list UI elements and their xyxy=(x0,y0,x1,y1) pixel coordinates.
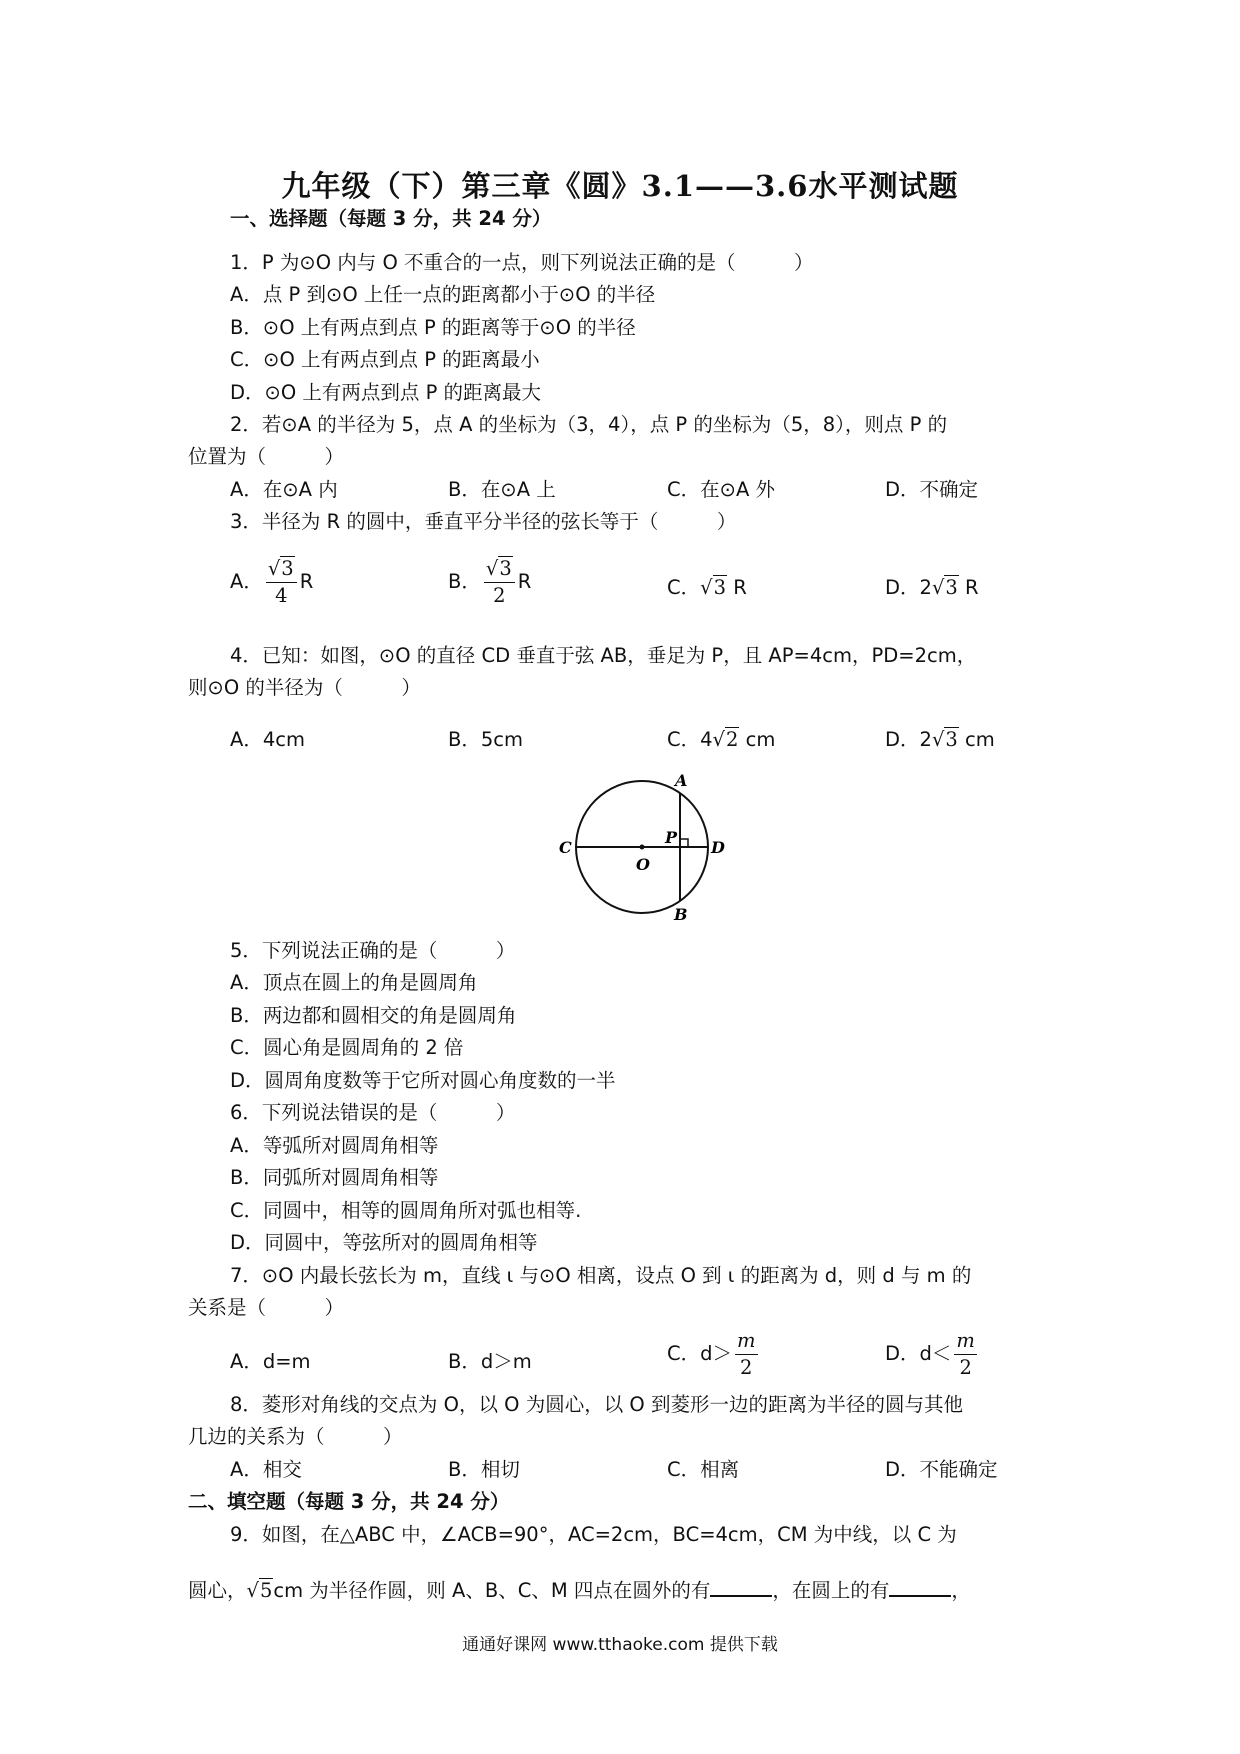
q4-stem-line2: 则⊙O 的半径为（ ） xyxy=(188,676,421,699)
q8-stem-line1: 8．菱形对角线的交点为 O，以 O 为圆心，以 O 到菱形一边的距离为半径的圆与其他 xyxy=(230,1393,963,1416)
label-a: A xyxy=(675,771,688,790)
q3-option-d: D．2√3 R xyxy=(885,576,979,599)
q8-option-a: A．相交 xyxy=(230,1458,302,1481)
q4-option-d: D．2√3 cm xyxy=(885,728,995,751)
q5-stem: 5．下列说法正确的是（ ） xyxy=(230,939,516,962)
label-d: D xyxy=(711,838,725,857)
q2-option-c: C．在⊙A 外 xyxy=(667,478,775,501)
q4-option-c-radicand: 2 xyxy=(725,728,739,751)
label-p: P xyxy=(665,828,678,847)
q8-option-b: B．相切 xyxy=(448,1458,520,1481)
q9-stem-line1: 9．如图，在△ABC 中，∠ACB=90°，AC=2cm，BC=4cm，CM 为中线，以 C 为 xyxy=(230,1523,957,1546)
q6-option-d: D．同圆中，等弦所对的圆周角相等 xyxy=(230,1231,538,1254)
q1-option-c: C．⊙O 上有两点到点 P 的距离最小 xyxy=(230,348,540,371)
q3-option-a-radicand: 3 xyxy=(281,557,294,580)
q2-stem-line2: 位置为（ ） xyxy=(188,445,345,468)
q3-option-c-label: C． xyxy=(667,576,701,599)
q3-option-d-radicand: 3 xyxy=(945,576,958,599)
q9-end: ， xyxy=(951,1579,971,1602)
page-title: 九年级（下）第三章《圆》3.1——3.6水平测试题 xyxy=(281,169,959,203)
q3-option-a xyxy=(230,556,313,609)
section-fill-heading: 二、填空题（每题 3 分，共 24 分） xyxy=(188,1490,510,1513)
section-choice-heading: 一、选择题（每题 3 分，共 24 分） xyxy=(230,207,552,230)
q1-option-d: D．⊙O 上有两点到点 P 的距离最大 xyxy=(230,381,542,404)
q3-option-b-label: B． xyxy=(448,570,481,593)
q9-radicand: 5 xyxy=(259,1579,273,1602)
q7-option-c xyxy=(667,1328,761,1381)
q4-circle-figure xyxy=(555,768,735,928)
q4-option-c: C．4√2 cm xyxy=(667,728,776,751)
q4-option-b: B．5cm xyxy=(448,728,524,751)
q5-option-b: B．两边都和圆相交的角是圆周角 xyxy=(230,1004,517,1027)
q7-stem-line2: 关系是（ ） xyxy=(188,1296,345,1319)
q6-option-b: B．同弧所对圆周角相等 xyxy=(230,1166,439,1189)
center-point-o xyxy=(640,845,645,850)
q3-option-a-unit: R xyxy=(299,570,314,593)
q7-option-b: B．d＞m xyxy=(448,1350,532,1373)
label-c: C xyxy=(559,838,572,857)
q4-option-c-coef: 4 xyxy=(700,728,713,751)
q8-option-c: C．相离 xyxy=(667,1458,740,1481)
q9-pre: 圆心， xyxy=(188,1579,247,1602)
q3-option-b xyxy=(448,556,531,609)
q4-option-d-unit: cm xyxy=(965,728,995,751)
q4-option-a: A．4cm xyxy=(230,728,305,751)
q7-option-c-denominator: 2 xyxy=(740,1356,753,1379)
q3-option-a-fraction: $\frac{√3}{4}$ xyxy=(266,556,297,609)
q5-option-d: D．圆周角度数等于它所对圆心角度数的一半 xyxy=(230,1069,616,1092)
footer-source: 通通好课网 www.tthaoke.com 提供下载 xyxy=(462,1635,778,1655)
q4-option-c-label: C． xyxy=(667,728,701,751)
q5-option-a: A．顶点在圆上的角是圆周角 xyxy=(230,971,478,994)
q7-option-d-denominator: 2 xyxy=(959,1356,972,1379)
q3-option-b-denominator: 2 xyxy=(493,584,506,607)
q3-option-a-label: A． xyxy=(230,570,263,593)
q3-option-b-unit: R xyxy=(517,570,532,593)
q1-option-a: A．点 P 到⊙O 上任一点的距离都小于⊙O 的半径 xyxy=(230,283,656,306)
q4-option-d-radicand: 3 xyxy=(945,728,958,751)
q3-option-c-unit: R xyxy=(733,576,747,599)
q3-option-d-unit: R xyxy=(965,576,979,599)
q7-option-c-label: C．d＞ xyxy=(667,1342,732,1365)
label-o: O xyxy=(636,855,650,874)
q7-option-c-numerator: m xyxy=(735,1328,758,1355)
q6-stem: 6．下列说法错误的是（ ） xyxy=(230,1101,516,1124)
q3-option-d-label: D． xyxy=(885,576,920,599)
q2-option-b: B．在⊙A 上 xyxy=(448,478,556,501)
q5-option-c: C．圆心角是圆周角的 2 倍 xyxy=(230,1036,464,1059)
q6-option-a: A．等弧所对圆周角相等 xyxy=(230,1134,439,1157)
q7-stem-line1: 7．⊙O 内最长弦长为 m，直线 ι 与⊙O 相离，设点 O 到 ι 的距离为 d，则 d 与 m 的 xyxy=(230,1264,972,1287)
q3-option-c-radicand: 3 xyxy=(713,576,726,599)
q2-stem-line1: 2．若⊙A 的半径为 5，点 A 的坐标为（3，4），点 P 的坐标为（5，8），则点 P 的 xyxy=(230,413,948,436)
q9-blank-outside[interactable] xyxy=(710,1577,772,1597)
q9-mid: cm 为半径作圆，则 A、B、C、M 四点在圆外的有 xyxy=(273,1579,711,1602)
q6-option-c: C．同圆中，相等的圆周角所对弧也相等. xyxy=(230,1199,582,1222)
q4-option-d-label: D． xyxy=(885,728,920,751)
q8-stem-line2: 几边的关系为（ ） xyxy=(188,1425,403,1448)
right-angle-mark xyxy=(680,839,688,847)
q9-stem-line2: 圆心，√5cm 为半径作圆，则 A、B、C、M 四点在圆外的有 ，在圆上的有 ， xyxy=(188,1579,971,1602)
q7-option-d xyxy=(885,1328,980,1381)
q3-option-d-coef: 2 xyxy=(919,576,932,599)
q7-option-d-label: D．d＜ xyxy=(885,1342,952,1365)
q3-option-b-radicand: 3 xyxy=(499,557,512,580)
label-b: B xyxy=(674,905,688,924)
q1-stem: 1．P 为⊙O 内与 O 不重合的一点，则下列说法正确的是（ ） xyxy=(230,251,814,274)
q3-option-b-fraction: $\frac{√3}{2}$ xyxy=(484,556,515,609)
q3-stem: 3．半径为 R 的圆中，垂直平分半径的弦长等于（ ） xyxy=(230,510,737,533)
q3-option-a-denominator: 4 xyxy=(275,584,288,607)
q2-option-a: A．在⊙A 内 xyxy=(230,478,338,501)
q2-option-d: D．不确定 xyxy=(885,478,979,501)
q1-option-b: B．⊙O 上有两点到点 P 的距离等于⊙O 的半径 xyxy=(230,316,636,339)
q4-stem-line1: 4．已知：如图，⊙O 的直径 CD 垂直于弦 AB，垂足为 P，且 AP=4cm，PD=2cm， xyxy=(230,644,977,667)
q3-option-c: C．√3 R xyxy=(667,576,747,599)
q9-mid2: ，在圆上的有 xyxy=(772,1579,890,1602)
q9-blank-on-circle[interactable] xyxy=(889,1577,951,1597)
q8-option-d: D．不能确定 xyxy=(885,1458,998,1481)
q4-option-c-unit: cm xyxy=(745,728,776,751)
q7-option-a: A．d=m xyxy=(230,1350,311,1373)
q4-option-d-coef: 2 xyxy=(919,728,932,751)
q7-option-d-numerator: m xyxy=(954,1328,977,1355)
